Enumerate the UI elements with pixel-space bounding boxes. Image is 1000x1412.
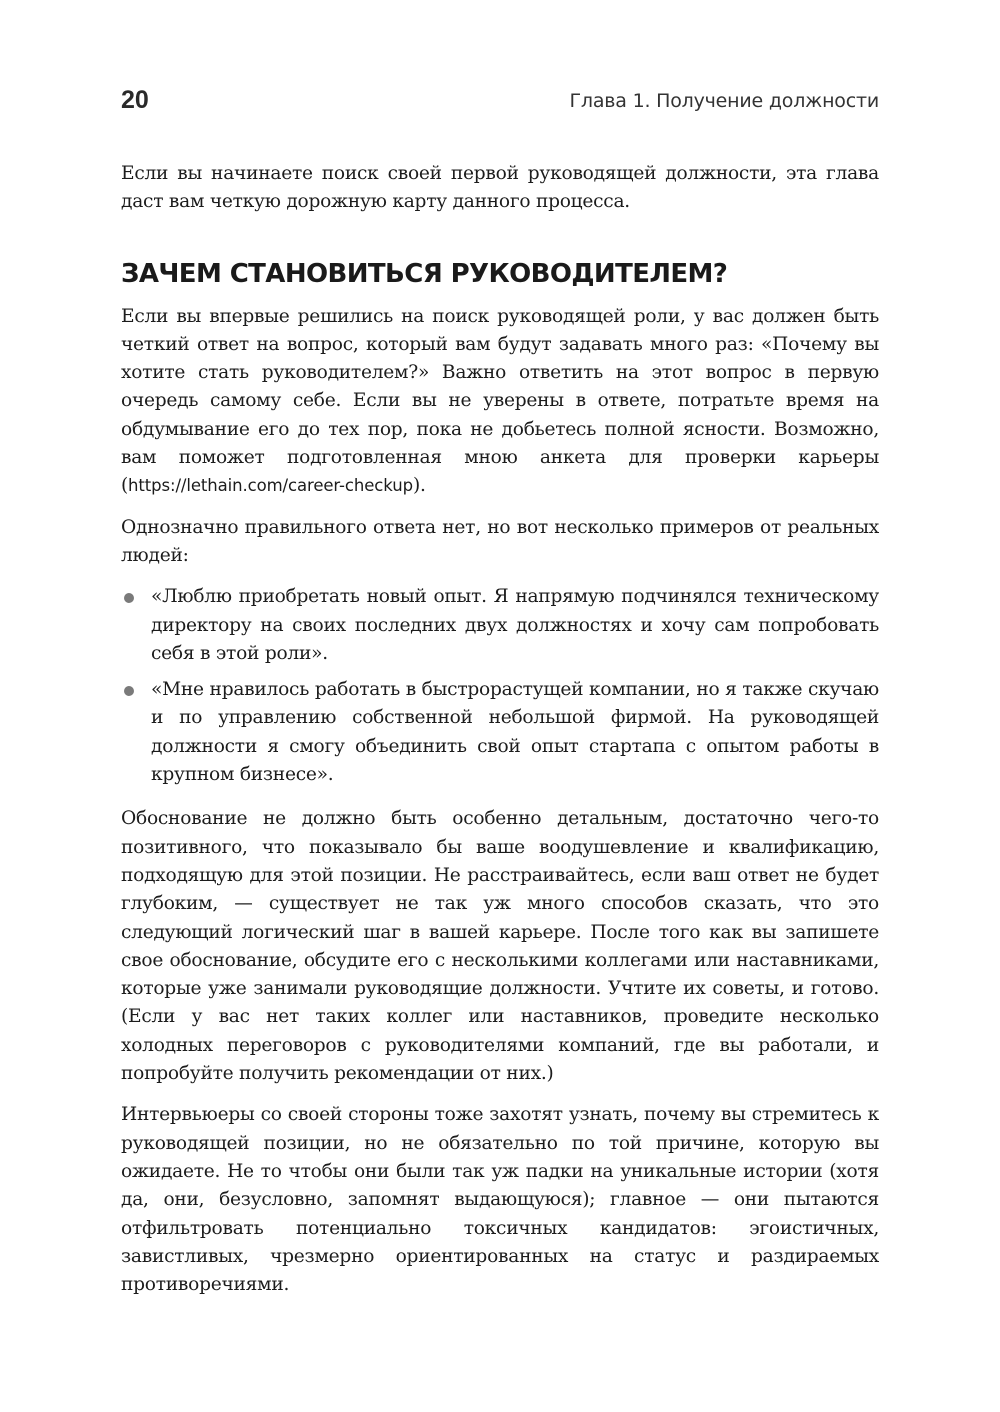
paragraph-examples-intro: Однозначно правильного ответа нет, но вот несколько примеров от реальных людей: xyxy=(121,516,879,566)
paragraph-text-end: ). xyxy=(412,475,426,497)
page-number: 20 xyxy=(121,86,149,114)
intro-paragraph: Если вы начинаете поиск своей первой руководящей должности, эта глава даст вам четкую дорожную карту данного процесса. xyxy=(121,163,879,213)
examples-list xyxy=(121,583,879,789)
list-item-text: «Люблю приобретать новый опыт. Я напрямую подчинялся техническому директору на своих последних двух должностях и хочу сам попробовать себя в этой роли». xyxy=(151,586,879,664)
bullet-icon xyxy=(124,593,134,603)
paragraph-interviewers: Интервьюеры со своей стороны тоже захотят узнать, почему вы стремитесь к руководящей позиции, но не обязательно по той причине, которую вы ожидаете. Не то чтобы они были так уж падки на уникальные истории (хотя да, они, безусловно, запомнят выдающуюся); главное — они пытаются отфильтровать потенциально токсичных кандидатов: эгоистичных, завистливых, чрезмерно ориентированных на статус и раздираемых противоречиями. xyxy=(121,1104,879,1296)
page-body xyxy=(121,160,879,1312)
list-item xyxy=(121,676,879,789)
bullet-icon xyxy=(124,686,134,696)
page-header xyxy=(121,84,879,120)
section-heading: ЗАЧЕМ СТАНОВИТЬСЯ РУКОВОДИТЕЛЕМ? xyxy=(121,258,728,289)
running-head: Глава 1. Получение должности xyxy=(569,90,879,112)
paragraph-text: Если вы впервые решились на поиск руководящей роли, у вас должен быть четкий ответ на вопрос, который вам будут задавать много раз: «Почему вы хотите стать руководителем?» Важно ответить на этот вопрос в первую очередь самому себе. Если вы не уверены в ответе, потратьте время на обдумывание его до тех пор, пока не добьетесь полной ясности. Возможно, вам поможет подготовленная мною анкета для проверки карьеры ( xyxy=(121,305,879,497)
list-item-text: «Мне нравилось работать в быстрорастущей компании, но я также скучаю и по управлению собственной небольшой фирмой. На руководящей должности я смогу объединить свой опыт стартапа с опытом работы в крупном бизнесе». xyxy=(151,679,879,786)
paragraph-why-manager xyxy=(121,303,879,501)
list-item xyxy=(121,583,879,668)
career-checkup-link[interactable]: https://lethain.com/career-checkup xyxy=(128,476,413,496)
paragraph-justification: Обоснование не должно быть особенно детальным, достаточно чего-то позитивного, что показывало бы ваше воодушевление и квалификацию, подходящую для этой позиции. Не расстраивайтесь, если ваш ответ не будет глубоким, — существует не так уж много способов сказать, что это следующий логический шаг в вашей карьере. После того как вы запишете свое обоснование, обсудите его с несколькими коллегами или наставниками, которые уже занимали руководящие должности. Учтите их советы, и готово. (Если у вас нет таких коллег или наставников, проведите несколько холодных переговоров с руководителями компаний, где вы работали, и попробуйте получить рекомендации от них.) xyxy=(121,808,879,1085)
